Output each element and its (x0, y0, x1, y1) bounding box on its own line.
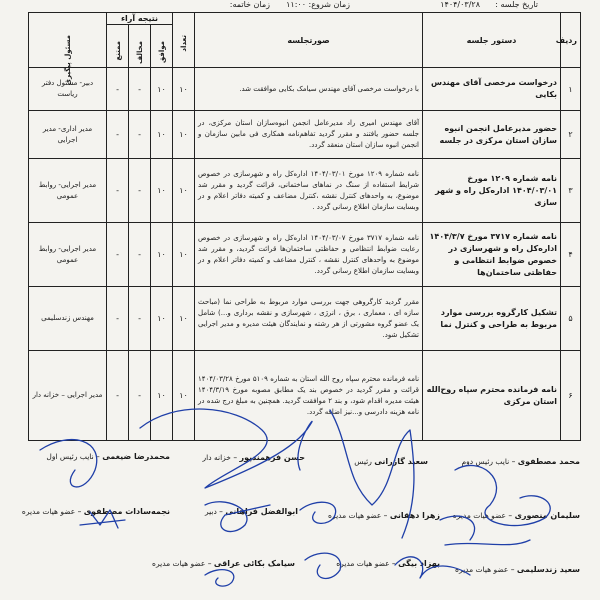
signer-role: – نایب رئیس اول (46, 452, 100, 461)
signature-entry (354, 457, 428, 466)
row-agree: ۱۰ (151, 351, 173, 441)
row-topic: نامه شماره ۱۲۰۹ مورخ ۱۴۰۴/۰۳/۰۱ اداره‌کل راه و شهر سازی (423, 159, 561, 223)
row-agree: ۱۰ (151, 159, 173, 223)
row-oppose: - (129, 223, 151, 287)
table-row (29, 223, 581, 287)
row-responsible: دبیر- مسئول دفتر ریاست (29, 68, 107, 111)
signer-role: – دبیر (204, 507, 223, 516)
signature-entry (328, 511, 440, 520)
col-present-header: تعداد (173, 13, 195, 68)
signer-name: سعید زندسلیمی (516, 565, 580, 574)
signer-role: – عضو هیات مدیره (452, 511, 513, 520)
signer-name: بهزاد بیگی (398, 559, 440, 568)
table-row (29, 111, 581, 159)
meeting-header (0, 0, 600, 12)
col-result-header: نتیجه آراء (107, 13, 173, 25)
row-present: ۱۰ (173, 351, 195, 441)
signature-entry (453, 511, 580, 520)
signer-name: سلیمان منصوری (514, 511, 580, 520)
signer-role: رئیس (354, 457, 372, 466)
start-time: زمان شروع: ۱۱:۰۰ (286, 0, 350, 9)
signer-role: – عضو هیات مدیره (152, 559, 212, 568)
row-topic: درخواست مرخصی آقای مهندس بکایی (423, 68, 561, 111)
row-description: آقای مهندس امیری راد مدیرعامل انجمن انبوه‌سازان استان مرکزی، در جلسه حضور یافتند و مقرر گردید تفاهم‌نامه همکاری فی مابین سازمان و انجمن انبوه سازان استان منعقد گردد. (195, 111, 423, 159)
row-abstain: - (107, 287, 129, 351)
row-description: نامه فرمانده محترم سپاه روح الله استان به شماره ۵۱۰۹ مورخ ۱۴۰۴/۰۳/۲۸ قرائت و مقرر گردید در خصوص بند یک مطابق مصوبه مورخ ۱۴۰۴/۳/۱۹ هیئت مدیره اقدام شود، و بند ۲ موافقت گردید. همچنین به مبلغ درج شده در نامه هزینه دادرسی و...نیز اضافه گردد. (195, 351, 423, 441)
row-number: ۳ (561, 159, 581, 223)
row-number: ۱ (561, 68, 581, 111)
signature-entry (462, 457, 581, 466)
signer-name: حسن فرهمندپور (239, 453, 305, 462)
col-desc-header: صورتجلسه (195, 13, 423, 68)
signature-block (21, 447, 580, 600)
row-topic: نامه شماره ۳۷۱۷ مورخ ۱۴۰۴/۳/۷ اداره‌کل راه و شهرسازی در خصوص ضوابط انتظامی و حفاظتی ساختمان‌ها (423, 223, 561, 287)
table-row (29, 159, 581, 223)
table-row (29, 351, 581, 441)
col-row-header: ردیف (561, 13, 581, 68)
signer-name: محمد مصطفوی (517, 457, 580, 466)
signer-name: سعید گازرانی (374, 457, 428, 466)
col-topic-header: دستور جلسه (423, 13, 561, 68)
row-description: با درخواست مرخصی آقای مهندس سیامک بکایی موافقت شد. (195, 68, 423, 111)
end-time: زمان خاتمه: (229, 0, 270, 9)
row-abstain: - (107, 351, 129, 441)
signature-entry (203, 453, 305, 462)
col-agree-header: موافق (151, 25, 173, 68)
col-resp-header: مسئول پیگیری (29, 13, 107, 68)
date-value: ۱۴۰۴/۰۳/۲۸ (440, 0, 480, 9)
signer-name: زهرا دهقانی (389, 511, 440, 520)
row-present: ۱۰ (173, 223, 195, 287)
row-oppose: - (129, 351, 151, 441)
signer-name: محمدرضا ضیغمی (102, 452, 170, 461)
row-present: ۱۰ (173, 287, 195, 351)
minutes-table (28, 12, 581, 441)
row-oppose: - (129, 287, 151, 351)
row-present: ۱۰ (173, 68, 195, 111)
row-oppose: - (129, 159, 151, 223)
row-topic: نامه فرمانده محترم سپاه روح‌الله استان مرکزی (423, 351, 561, 441)
signature-entry (152, 559, 295, 568)
row-abstain: - (107, 159, 129, 223)
signer-name: سیامک بکائی عراقی (213, 559, 295, 568)
row-agree: ۱۰ (151, 223, 173, 287)
signer-name: ابوالفضل فراهانی (225, 507, 298, 516)
row-responsible: مدیر اجرایی – خزانه دار (29, 351, 107, 441)
row-responsible: مدیر اجرایی- روابط عمومی (29, 159, 107, 223)
signature-entry (455, 565, 580, 574)
col-abstain-header: ممتنع (107, 25, 129, 68)
signer-role: – نایب رئیس دوم (461, 457, 516, 466)
row-present: ۱۰ (173, 159, 195, 223)
row-number: ۲ (561, 111, 581, 159)
row-present: ۱۰ (173, 111, 195, 159)
table-row (29, 287, 581, 351)
signer-role: – عضو هیات مدیره (21, 507, 82, 516)
signature-entry (336, 559, 440, 568)
signer-name: نجمه‌سادات مصطفوی (83, 507, 170, 516)
row-responsible: مدیر اجرایی- روابط عمومی (29, 223, 107, 287)
row-description: نامه شماره ۳۷۱۷ مورخ ۱۴۰۴/۰۳/۰۷ اداره‌کل راه و شهرسازی در خصوص رعایت ضوابط انتظامی و حفاظتی ساختمان‌ها قرائت گردید، و مقرر شد موضوع به واحدهای کنترل نقشه ، کنترل مضاعف و کمیته دفاتر اعلام و در وبسایت سازمان اطلاع رسانی گردد. (195, 223, 423, 287)
col-oppose-header: مخالف (129, 25, 151, 68)
row-agree: ۱۰ (151, 111, 173, 159)
row-oppose: - (129, 111, 151, 159)
row-abstain: - (107, 223, 129, 287)
row-abstain: - (107, 111, 129, 159)
row-description: نامه شماره ۱۲۰۹ مورخ ۱۴۰۴/۰۳/۰۱ اداره‌کل راه و شهرسازی در خصوص شرایط استفاده از سنگ در نماهای ساختمانی، قرائت گردید و مقرر شد موضوع، به واحدهای کنترل نقشه ،کنترل مضاعف و کمیته دفاتر اعلام و در وبسایت سازمان اطلاع رسانی گردد . (195, 159, 423, 223)
row-number: ۶ (561, 351, 581, 441)
signature-entry (22, 507, 170, 516)
signature-entry (205, 507, 298, 516)
signer-role: – خزانه دار (202, 453, 238, 462)
row-responsible: مدیر اداری- مدیر اجرایی (29, 111, 107, 159)
row-oppose: - (129, 68, 151, 111)
row-responsible: مهندس زندسلیمی (29, 287, 107, 351)
table-row (29, 68, 581, 111)
row-number: ۵ (561, 287, 581, 351)
signature-entry (46, 452, 170, 461)
signer-role: – عضو هیات مدیره (455, 565, 515, 574)
row-topic: حضور مدیرعامل انجمن انبوه سازان استان مرکزی در جلسه (423, 111, 561, 159)
signer-role: – عضو هیات مدیره (328, 511, 388, 520)
row-number: ۴ (561, 223, 581, 287)
row-agree: ۱۰ (151, 68, 173, 111)
row-abstain: - (107, 68, 129, 111)
signer-role: – عضو هیات مدیره (336, 559, 396, 568)
date-label: تاریخ جلسه : (495, 0, 538, 9)
row-topic: تشکیل کارگروه بررسی موارد مربوط به طراحی و کنترل نما (423, 287, 561, 351)
row-description: مقرر گردید کارگروهی جهت بررسی موارد مربوط به طراحی نما (مباحث سازه ای ، معماری ، برق ، انرژی ، شهرسازی و نقشه برداری و...) شامل یک عضو گروه مشورتی از هر رشته و نمایندگان هیئت مدیره و مدیر اجرایی تشکیل شود. (195, 287, 423, 351)
row-agree: ۱۰ (151, 287, 173, 351)
